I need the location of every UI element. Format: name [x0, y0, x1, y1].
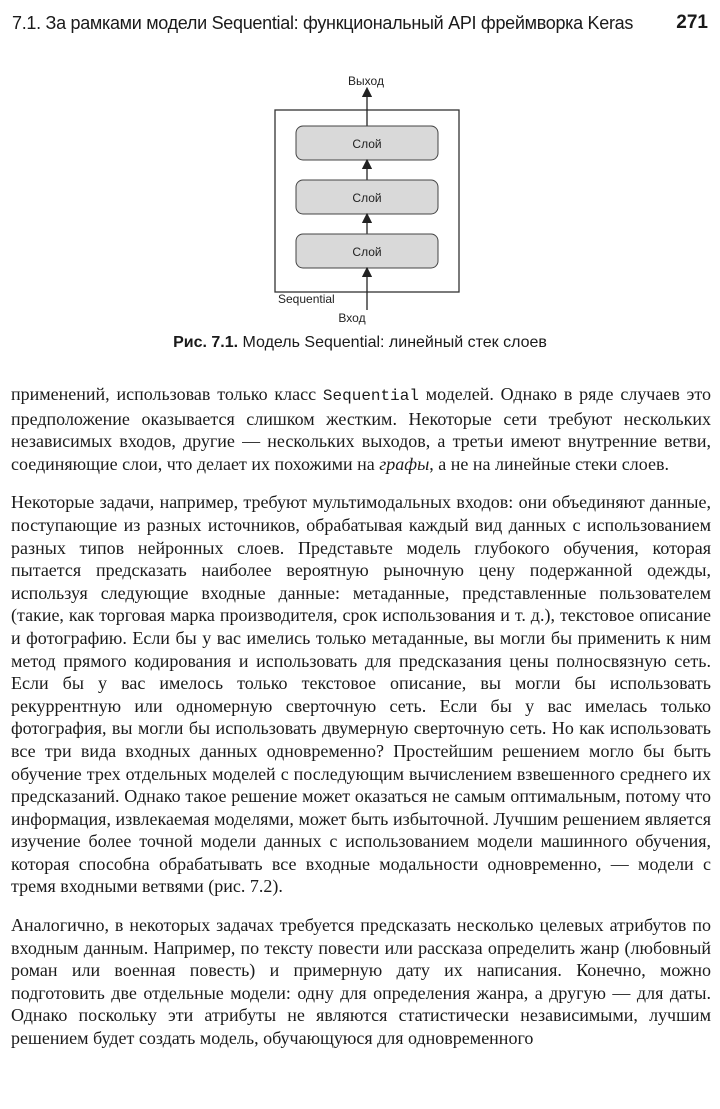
body-text	[11, 383, 711, 1059]
caption-text: Модель Sequential: линейный стек слоев	[238, 334, 547, 351]
input-label: Вход	[338, 311, 366, 325]
paragraph-1-text-b: моделей. Однако в ряде случаев это предположение оказывается слишком жестким. Некоторые сети требуют нескольких независимых входов, другие — нескольких выходов, а третьи имеют внутренние ветви, соединяющие слои, что делает их похожими на	[11, 384, 711, 474]
paragraph-1-text-c: , а не на линейные стеки слоев.	[429, 453, 669, 474]
code-sequential: Sequential	[322, 387, 419, 405]
paragraph-2: Некоторые задачи, например, требуют мультимодальных входов: они объединяют данные, поступающие из разных источников, обрабатывая каждый вид данных с использованием разных типов нейронных слоев. Представьте модель глубокого обучения, которая пытается предсказать наиболее вероятную рыночную цену подержанной одежды, используя следующие входные данные: метаданные, представленные пользователем (такие, как торговая марка производителя, срок использования и т. д.), текстовое описание и фотографию. Если бы у вас имелись только метаданные, вы могли бы применить к ним метод прямого кодирования и использовать для предсказания цены полносвязную сеть. Если бы у вас имелось только текстовое описание, вы могли бы использовать рекуррентную или одномерную сверточную сеть. Если бы у вас имелась только фотография, вы могли бы использовать двумерную сверточную сеть. Но как использовать все три вида входных данных одновременно? Простейшим решением могло бы быть обучение трех отдельных моделей с последующим вычислением взвешенного среднего их предсказаний. Однако такое решение может оказаться не самым оптимальным, потому что информация, извлекаемая моделями, может быть избыточной. Лучшим решением является изучение более точной модели данных с использованием модели машинного обучения, которая способна обрабатывать все входные модальности одновременно, — модели с тремя входными ветвями (рис. 7.2).	[11, 492, 711, 897]
figure-caption	[0, 334, 720, 352]
paragraph-1-text-a: применений, использовав только класс	[11, 384, 323, 404]
emphasis-graphs: графы	[379, 453, 430, 474]
sequential-diagram	[0, 60, 720, 330]
paragraph-3: Аналогично, в некоторых задачах требуется предсказать несколько целевых атрибутов по входным данным. Например, по тексту повести или рассказа определить жанр (любовный роман или военная повесть) и примерную дату их написания. Конечно, можно подготовить две отдельные модели: одну для определения жанра, а другую — для даты. Однако поскольку эти атрибуты не являются статистически независимыми, лучшим решением будет создать модель, обучающуюся для одновременного	[11, 915, 711, 1049]
layer-label-1: Слой	[352, 137, 382, 151]
layer-label-3: Слой	[352, 245, 382, 259]
page-number: 271	[676, 12, 708, 33]
figure-sequential-model	[0, 60, 720, 360]
model-type-label: Sequential	[278, 292, 335, 306]
paragraph-1	[11, 383, 711, 475]
layer-label-2: Слой	[352, 191, 382, 205]
page-header	[12, 8, 708, 38]
running-head: 7.1. За рамками модели Sequential: функциональный API фреймворка Keras	[12, 12, 634, 33]
output-label: Выход	[348, 74, 384, 88]
caption-label: Рис. 7.1.	[173, 334, 239, 351]
